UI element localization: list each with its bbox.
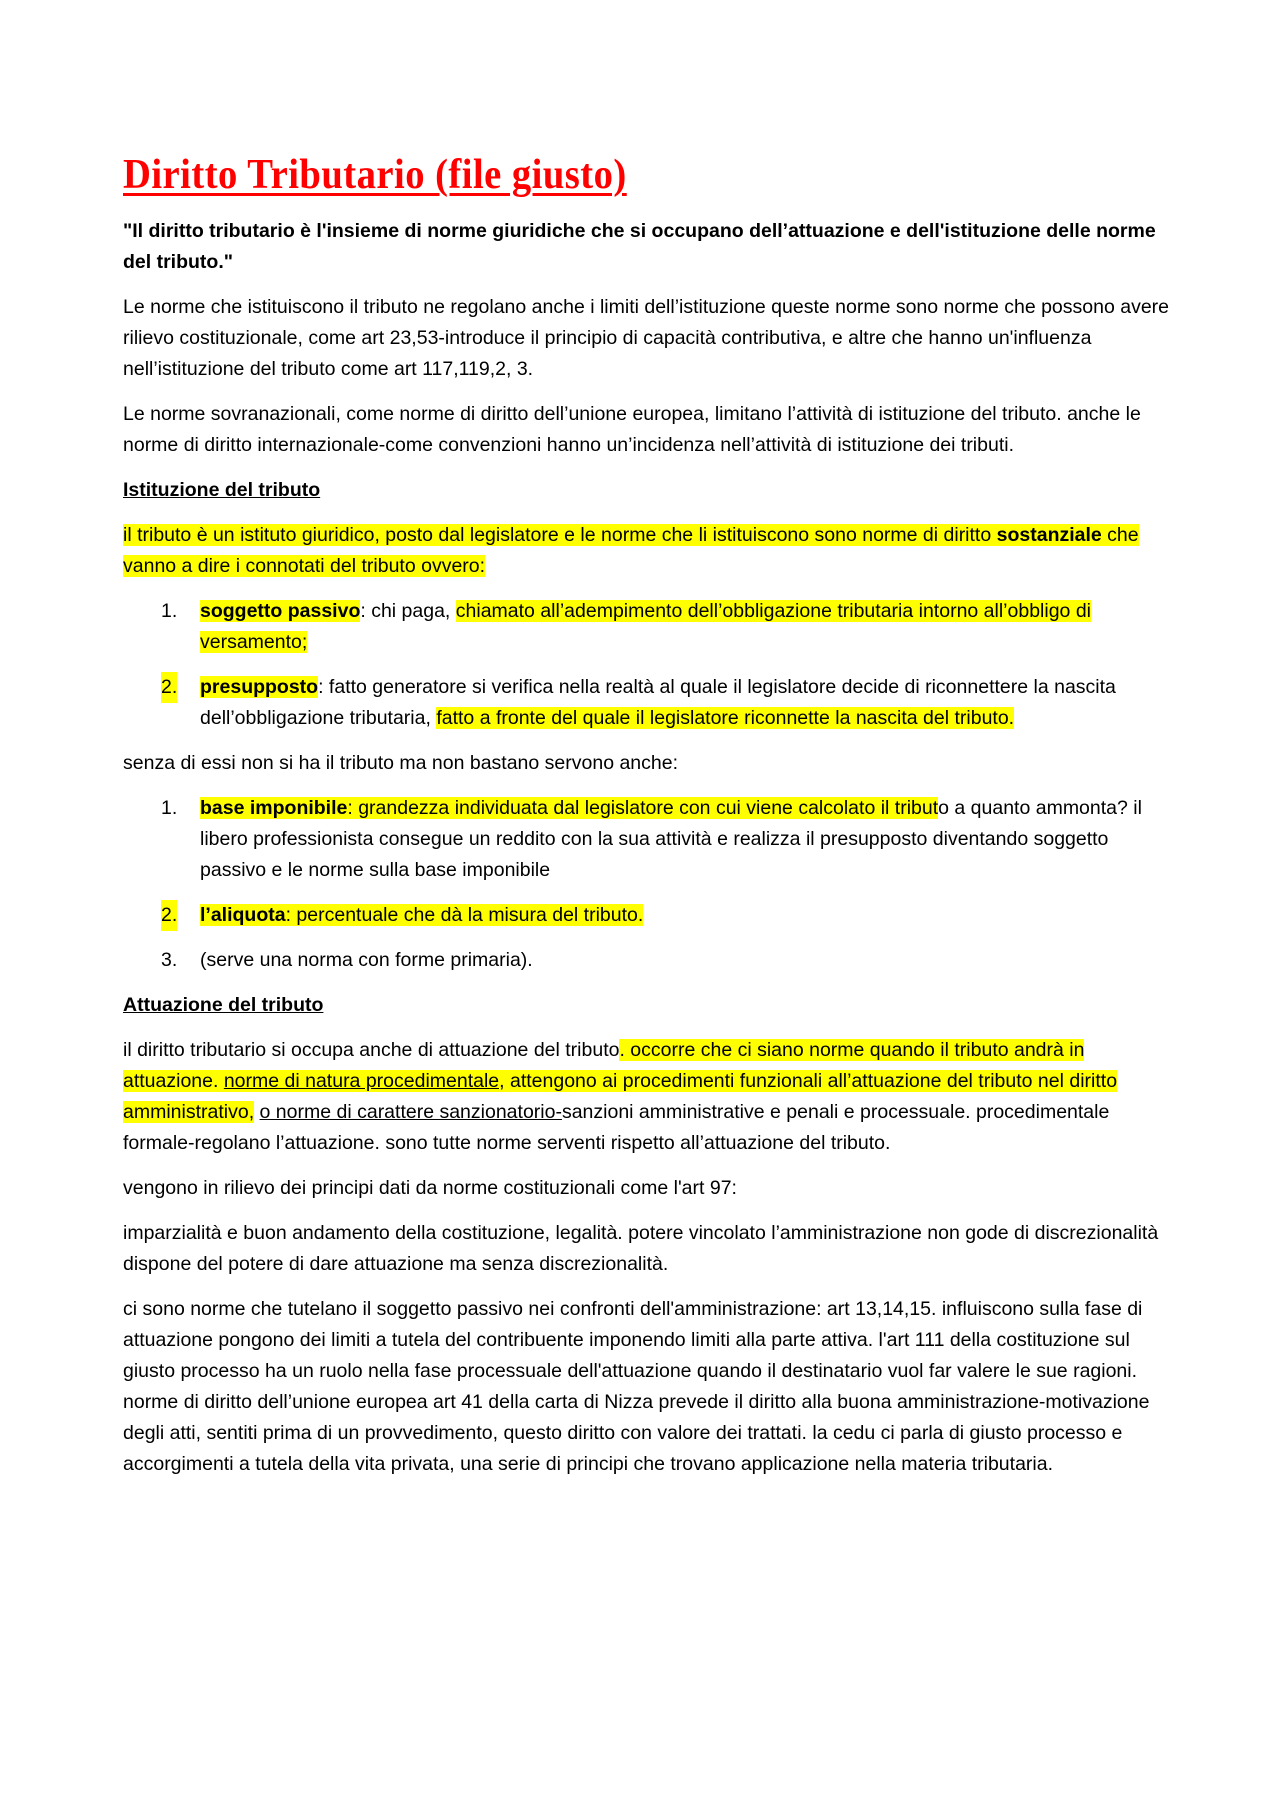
list-text: o a quanto ammonta? il libero professionista consegue un reddito con la sua attività e realizza il presupposto diventando soggetto passivo e le norme sulla base imponibile [200,797,1142,881]
document-page [123,150,1173,1494]
list-item [123,945,1173,976]
list-number: 2. [161,900,177,931]
intro-quote: "Il diritto tributario è l'insieme di norme giuridiche che si occupano dell’attuazione e dell'istituzione delle norme del tributo." [123,220,1156,273]
highlight-text: chiamato all’adempimento dell’obbligazione tributaria intorno all’obbligo di versamento; [200,600,1091,653]
underlined-text: o norme di carattere sanzionatorio- [259,1101,562,1123]
list-term: l’aliquota [200,904,286,926]
list-number: 1. [161,797,178,819]
list-item [123,596,1173,658]
highlight-underlined-text: norme di natura procedimentale [223,1070,500,1092]
paragraph-art-97: vengono in rilievo dei principi dati da norme costituzionali come l'art 97: [123,1177,737,1199]
paragraph-tutela-soggetto-passivo: ci sono norme che tutelano il soggetto passivo nei confronti dell'amministrazione: art 13,14,15. influiscono sulla fase di attuazione pongono dei limiti a tutela del contribuente imponendo limiti alla parte attiva. l'art 111 della costituzione sul giusto processo ha un ruolo nella fase processuale dell'attuazione quando il destinatario vuol far valere le sue ragioni. norme di diritto dell’unione europea art 41 della carta di Nizza prevede il diritto alla buona amministrazione-motivazione degli atti, sentiti prima di un provvedimento, questo diritto con valore dei trattati. la cedu ci parla di giusto processo e accorgimenti a tutela della vita privata, una serie di principi che trovano applicazione nella materia tributaria. [123,1298,1150,1475]
list-text: : fatto generatore si verifica nella realtà al quale il legislatore decide di riconnettere la nascita dell’obbligazione tributaria, [200,676,1116,729]
list-number: 2. [161,672,177,703]
plain-text: sanzioni amministrative e penali e processuale. procedimentale formale-regolano l’attuazione. sono tutte norme serventi rispetto all’attuazione del tributo. [123,1101,1110,1154]
highlight-bold-term: sostanziale [996,524,1102,546]
paragraph-non-bastano: senza di essi non si ha il tributo ma non bastano servono anche: [123,752,679,774]
list-term: soggetto passivo [200,600,361,622]
highlight-text: il tributo è un istituto giuridico, posto dal legislatore e le norme che li istituiscono sono norme di diritto [123,524,997,546]
list-item [123,672,1173,734]
list-number: 3. [161,949,178,971]
paragraph-norme-sovranazionali: Le norme sovranazionali, come norme di diritto dell’unione europea, limitano l’attività di istituzione del tributo. anche le norme di diritto internazionale-come convenzioni hanno un’incidenza nell’attività di istituzione dei tributi. [123,403,1141,456]
list-term: presupposto [200,676,319,698]
highlight-text: : grandezza individuata dal legislatore con cui viene calcolato il tribut [347,797,939,819]
list-text: : chi paga, [360,600,456,622]
document-title: Diritto Tributario (file giusto) [123,152,627,198]
section-title-attuazione: Attuazione del tributo [123,994,324,1016]
list-text: (serve una norma con forme primaria). [200,949,533,971]
list-term: base imponibile [200,797,348,819]
paragraph-attuazione [123,1035,1173,1159]
list-item [123,793,1173,886]
highlight-text: . occorre che ci siano norme quando il tributo andrà in attuazione. [123,1039,1085,1092]
list-number: 1. [161,600,178,622]
paragraph-imparzialita: imparzialità e buon andamento della costituzione, legalità. potere vincolato l’amministrazione non gode di discrezionalità dispone del potere di dare attuazione ma senza discrezionalità. [123,1222,1159,1275]
plain-text: il diritto tributario si occupa anche di attuazione del tributo [123,1039,620,1061]
list-elementi [123,793,1173,976]
paragraph-norme-istituzione: Le norme che istituiscono il tributo ne regolano anche i limiti dell’istituzione queste norme sono norme che possono avere rilievo costituzionale, come art 23,53-introduce il principio di capacità contributiva, e altre che hanno un'influenza nell’istituzione del tributo come art 117,119,2, 3. [123,296,1170,380]
paragraph-istituto-giuridico [123,520,1173,582]
highlight-text: che vanno a dire i connotati del tributo ovvero: [123,524,1139,577]
highlight-text: , attengono ai procedimenti funzionali all’attuazione del tributo nel diritto amministrativo, [123,1070,1118,1123]
highlight-text: : percentuale che dà la misura del tributo. [285,904,644,926]
section-title-istituzione: Istituzione del tributo [123,479,321,501]
list-item [123,900,1173,931]
list-connotati [123,596,1173,734]
highlight-text: fatto a fronte del quale il legislatore riconnette la nascita del tributo. [436,707,1015,729]
